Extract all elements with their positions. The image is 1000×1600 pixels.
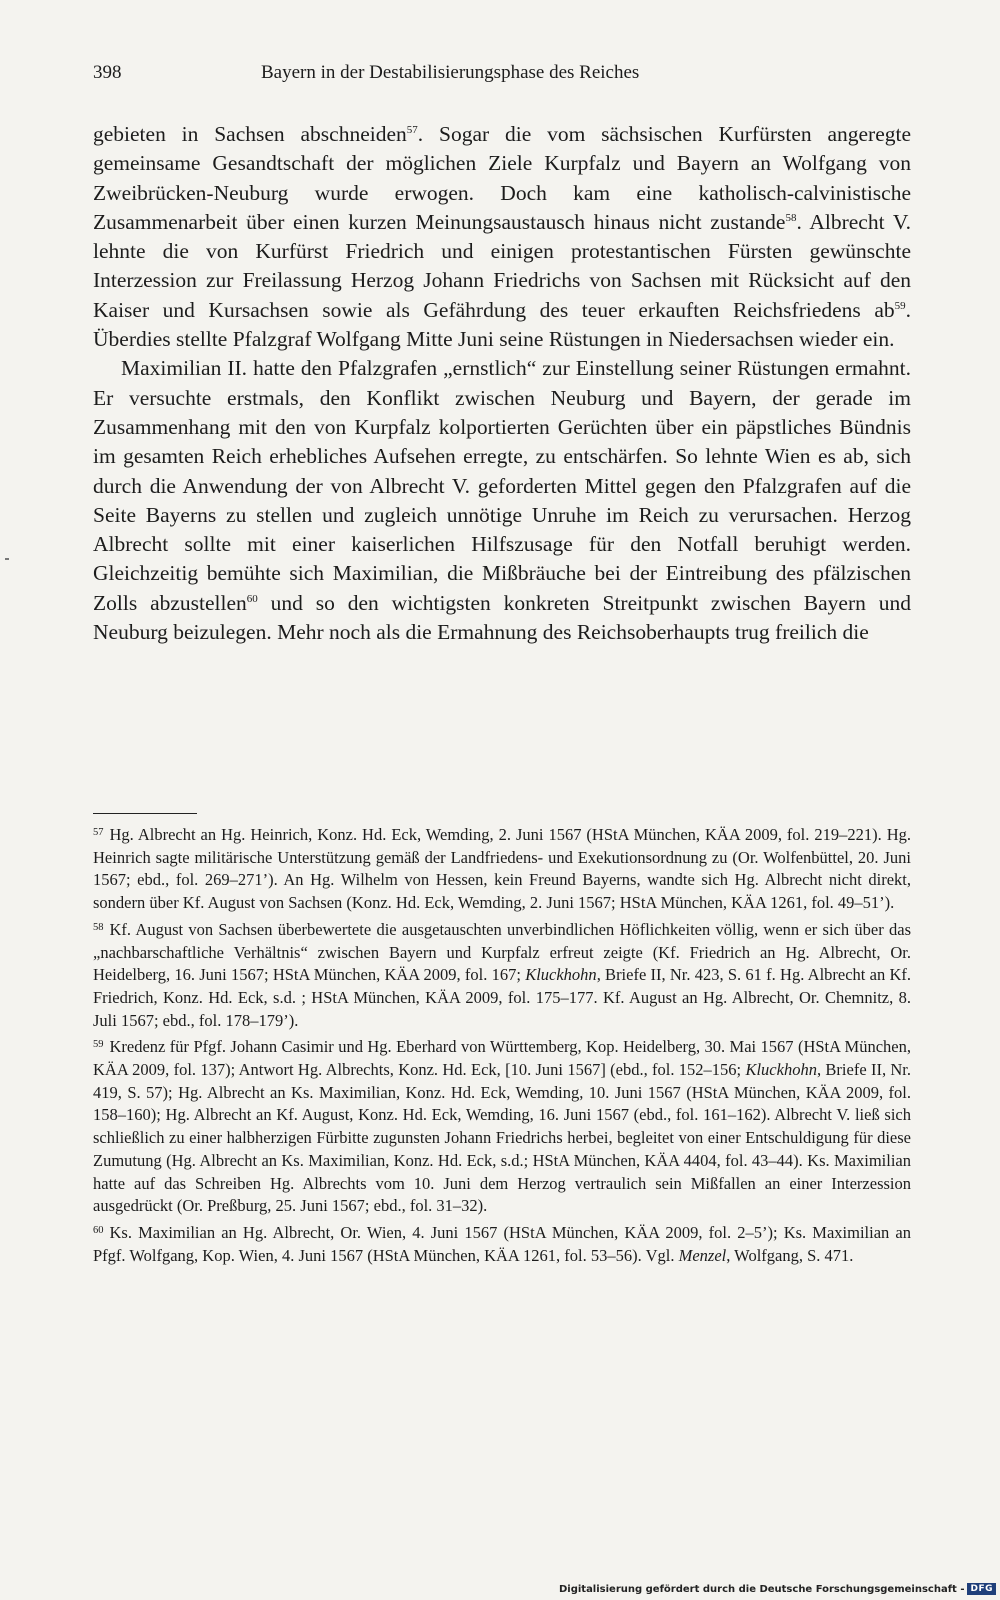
footnote-number: 58 <box>93 921 104 933</box>
footnote-59 <box>93 1036 911 1218</box>
footnote-text: Hg. Albrecht an Hg. Heinrich, Konz. Hd. Eck, Wemding, 2. Juni 1567 (HStA München, KÄA 2009, fol. 219–221). Hg. Heinrich sagte militärische Unterstützung gemäß der Landfriedens- und Exekutionsordnung zu (Or. Wolfenbüttel, 20. Juni 1567; ebd., fol. 269–271’). An Hg. Wilhelm von Hessen, kein Freund Bayerns, wandte sich Hg. Albrecht nicht direkt, sondern über Kf. August von Sachsen (Konz. Hd. Eck, Wemding, 2. Juni 1567; HStA München, KÄA 1261, fol. 49–51’). <box>93 825 911 913</box>
digitization-credit <box>559 1583 996 1595</box>
footnote-ref-58: 58 <box>785 211 797 224</box>
text-run: . Sogar die vom sächsischen Kurfürsten angeregte gemeinsame Gesandtschaft der möglichen Ziele Kurpfalz und Bayern an Wolfgang von Zweibrücken-Neuburg wurde erwogen. Doch kam eine katholisch-calvinistische Zusammenarbeit über einen kurzen Meinungsaustausch hinaus nicht zustande <box>93 122 912 234</box>
footnotes <box>93 824 911 1271</box>
running-head: Bayern in der Destabilisierungsphase des Reiches <box>261 62 640 83</box>
footnote-number: 59 <box>93 1039 104 1051</box>
footnote-ref-59: 59 <box>894 299 906 312</box>
author-name: Kluckhohn <box>525 965 597 985</box>
footnote-text: Ks. Maximilian an Hg. Albrecht, Or. Wien, 4. Juni 1567 (HStA München, KÄA 2009, fol. 2–5’); Ks. Maximilian an Pfgf. Wolfgang, Kop. Wien, 4. Juni 1567 (HStA München, KÄA 1261, fol. 53–56). Vgl. <box>93 1222 911 1265</box>
author-name: Kluckhohn <box>745 1060 817 1080</box>
credit-text: Digitalisierung gefördert durch die Deutsche Forschungsgemeinschaft - <box>558 1583 965 1595</box>
footnote-text: Kf. August von Sachsen überbewertete die ausgetauschten unverbindlichen Höflichkeiten völlig, wenn er sich über das „nachbarschaftliche Verhältnis“ zwischen Bayern und Kurpfalz erfreut zeigte (Kf. Friedrich an Hg. Albrecht, Or. Heidelberg, 16. Juni 1567; HStA München, KÄA 2009, fol. 167; <box>93 919 911 985</box>
footnote-text: , Briefe II, Nr. 419, S. 57); Hg. Albrecht an Ks. Maximilian, Konz. Hd. Eck, Wemding, 10. Juni 1567 (HStA München, KÄA 2009, fol. 158–160); Hg. Albrecht an Kf. August, Konz. Hd. Eck, Wemding, 16. Juni 1567 (ebd., fol. 161–162). Albrecht V. ließ sich schließlich zu einer halbherzigen Fürbitte zugunsten Johann Friedrichs herbei, begleitet von einer Entschuldigung für diese Zumutung (Hg. Albrecht an Ks. Maximilian, Konz. Hd. Eck, s.d.; HStA München, KÄA 4404, fol. 43–44). Ks. Maximilian hatte auf das Schreiben Hg. Albrechts vom 10. Juni dem Herzog vertraulich sein Mißfallen an einer Interzession ausgedrückt (Or. Preßburg, 25. Juni 1567; ebd., fol. 31–32). <box>93 1060 912 1216</box>
footnote-divider <box>93 813 197 814</box>
footnote-number: 60 <box>93 1224 104 1236</box>
page-number: 398 <box>93 62 122 83</box>
margin-mark <box>5 558 9 560</box>
footnote-number: 57 <box>93 827 104 838</box>
footnote-57 <box>93 824 911 915</box>
footnote-ref-57: 57 <box>406 124 418 136</box>
footnote-text: , Wolfgang, S. 471. <box>726 1245 854 1265</box>
author-name: Menzel <box>678 1245 727 1265</box>
paragraph-1 <box>93 120 911 354</box>
text-run: . Albrecht V. lehnte die von Kurfürst Friedrich und einigen protestantischen Fürsten gewünschte Interzession zur Freilassung Herzog Johann Friedrichs von Sachsen mit Rücksicht auf den Kaiser und Kursachsen sowie als Gefährdung des teuer erkauften Reichsfriedens ab <box>93 209 911 322</box>
main-text <box>93 120 911 647</box>
page-header <box>93 62 913 92</box>
text-run: . Überdies stellte Pfalzgraf Wolfgang Mitte Juni seine Rüstungen in Niedersachsen wieder ein. <box>93 297 911 352</box>
paragraph-2 <box>93 354 911 647</box>
footnote-58 <box>93 919 911 1033</box>
footnote-text: , Briefe II, Nr. 423, S. 61 f. Hg. Albrecht an Kf. Friedrich, Konz. Hd. Eck, s.d. ; HStA München, KÄA 2009, fol. 175–177. Kf. August an Hg. Albrecht, Or. Chemnitz, 8. Juli 1567; ebd., fol. 178–179’). <box>93 965 911 1030</box>
footnote-ref-60: 60 <box>246 592 258 605</box>
text-run: Maximilian II. hatte den Pfalzgrafen „ernstlich“ zur Einstellung seiner Rüstungen ermahnt. Er versuchte erstmals, den Konflikt zwischen Neuburg und Bayern, der gerade im Zusammenhang mit den von Kurpfalz kolportierten Gerüchten über ein päpstliches Bündnis im gesamten Reich erhebliches Aufsehen erregte, zu entschärfen. So lehnte Wien es ab, sich durch die Anwendung der von Albrecht V. geforderten Mittel gegen den Pfalzgrafen auf die Seite Bayerns zu stellen und zugleich unnötige Unruhe im Reich zu verursachen. Herzog Albrecht sollte mit einer kaiserlichen Hilfszusage für den Notfall beruhigt werden. Gleichzeitig bemühte sich Maximilian, die Mißbräuche bei der Eintreibung des pfälzischen Zolls abzustellen <box>93 356 911 615</box>
footnote-text: Kredenz für Pfgf. Johann Casimir und Hg. Eberhard von Württemberg, Kop. Heidelberg, 30. Mai 1567 (HStA München, KÄA 2009, fol. 137); Antwort Hg. Albrechts, Konz. Hd. Eck, [10. Juni 1567] (ebd., fol. 152–156; <box>93 1037 911 1080</box>
text-run: gebieten in Sachsen abschneiden <box>93 122 407 146</box>
dfg-logo-icon: DFG <box>967 1583 996 1595</box>
footnote-60 <box>93 1222 911 1267</box>
text-run: und so den wichtigsten konkreten Streitpunkt zwischen Bayern und Neuburg beizulegen. Mehr noch als die Ermahnung des Reichsoberhaupts trug freilich die <box>93 590 911 645</box>
